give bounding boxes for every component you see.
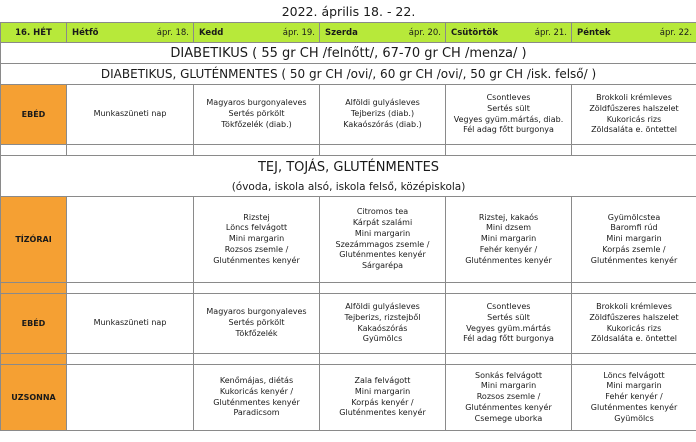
menu-item: Gluténmentes kenyér bbox=[465, 402, 552, 412]
menu-item: Gluténmentes kenyér bbox=[590, 255, 678, 265]
menu-cell bbox=[320, 197, 446, 283]
menu-item: Gyümölcs bbox=[614, 413, 654, 423]
menu-item: Mini dzsem bbox=[485, 223, 532, 233]
menu-item: Tökfőzelék bbox=[235, 328, 278, 338]
section1-title: DIABETIKUS ( 55 gr CH /felnőtt/, 67-70 gr CH /menza/ ) bbox=[1, 43, 696, 64]
menu-item: Tejberizs, rizstejből bbox=[344, 312, 421, 322]
menu-cell bbox=[320, 85, 446, 145]
menu-item: Mini margarin bbox=[228, 234, 285, 244]
menu-cell bbox=[446, 294, 572, 354]
menu-item: Zöldsaláta e. öntettel bbox=[591, 334, 677, 344]
menu-item: Csontleves bbox=[486, 93, 531, 103]
menu-item: Csontleves bbox=[486, 302, 531, 312]
menu-item: Fél adag főtt burgonya bbox=[463, 125, 554, 135]
menu-cell bbox=[194, 197, 320, 283]
day-header-mon: Hétfő ápr. 18. bbox=[72, 27, 189, 38]
menu-cell bbox=[67, 365, 194, 431]
menu-item: Kakaószórás (diab.) bbox=[343, 119, 422, 129]
lunch-row bbox=[1, 294, 696, 354]
menu-item: Fehér kenyér / bbox=[605, 392, 663, 402]
header-row bbox=[1, 23, 696, 43]
menu-item: Rozsos zsemle / bbox=[476, 392, 541, 402]
menu-cell bbox=[194, 294, 320, 354]
section1-subtitle: DIABETIKUS, GLUTÉNMENTES ( 50 gr CH /ovi/, 60 gr CH /ovi/, 50 gr CH /isk. felső/ ) bbox=[1, 64, 696, 85]
menu-item: Korpás zsemle / bbox=[602, 244, 666, 254]
menu-cell bbox=[320, 365, 446, 431]
menu-item: Sertés pörkölt bbox=[228, 318, 285, 328]
row-label-lunch-2: EBÉD bbox=[1, 294, 67, 354]
menu-item: Magyaros burgonyaleves bbox=[206, 98, 307, 108]
menu-item: Mini margarin bbox=[606, 381, 662, 391]
menu-item: Vegyes gyüm.mártás, diab. bbox=[453, 114, 564, 124]
menu-cell bbox=[446, 365, 572, 431]
menu-cell bbox=[194, 85, 320, 145]
page-title: 2022. április 18. - 22. bbox=[281, 3, 416, 19]
menu-item: Löncs felvágott bbox=[225, 223, 288, 233]
menu-item: Kukoricás kenyér / bbox=[219, 386, 294, 396]
menu-item: Rizstej, kakaós bbox=[478, 212, 539, 222]
menu-item: Gyümölcs bbox=[362, 334, 403, 344]
menu-item: Zala felvágott bbox=[354, 376, 411, 386]
menu-item: Sonkás felvágott bbox=[475, 370, 542, 380]
menu-item: Munkaszüneti nap bbox=[93, 318, 167, 328]
menu-item: Rizstej bbox=[243, 212, 270, 222]
menu-item: Fehér kenyér / bbox=[479, 244, 538, 254]
menu-item: Sárgarépa bbox=[361, 260, 404, 270]
menu-cell bbox=[446, 85, 572, 145]
menu-item: Kenőmájas, diétás bbox=[219, 376, 294, 386]
menu-item: Sertés pörkölt bbox=[228, 109, 285, 119]
week-label: 16. HÉT bbox=[1, 23, 67, 43]
menu-item: Csemege uborka bbox=[474, 413, 543, 423]
menu-item: Alföldi gulyásleves bbox=[345, 302, 420, 312]
menu-item: Tejberizs (diab.) bbox=[350, 109, 415, 119]
menu-cell bbox=[67, 197, 194, 283]
row-label-lunch: EBÉD bbox=[1, 85, 67, 145]
menu-cell bbox=[446, 197, 572, 283]
menu-item: Löncs felvágott bbox=[603, 370, 665, 380]
day-header-thu: Csütörtök ápr. 21. bbox=[451, 27, 567, 38]
menu-item: Tökfőzelék (diab.) bbox=[221, 119, 292, 129]
menu-item: Sertés sült bbox=[487, 103, 530, 113]
menu-item: Mini margarin bbox=[480, 381, 537, 391]
snack-morning-row bbox=[1, 197, 696, 283]
menu-item: Alföldi gulyásleves bbox=[345, 98, 420, 108]
menu-item: Mini margarin bbox=[606, 234, 662, 244]
menu-item: Zöldsaláta e. öntettel bbox=[591, 125, 677, 135]
menu-item: Gluténmentes kenyér bbox=[213, 255, 300, 265]
day-header-tue: Kedd ápr. 19. bbox=[199, 27, 315, 38]
menu-cell bbox=[572, 197, 696, 283]
menu-item: Paradicsom bbox=[233, 408, 280, 418]
menu-item: Brokkoli krémleves bbox=[596, 93, 672, 103]
menu-item: Kakaószórás bbox=[357, 323, 408, 333]
section2-title: TEJ, TOJÁS, GLUTÉNMENTES bbox=[1, 156, 696, 179]
menu-item: Baromfi rúd bbox=[610, 223, 658, 233]
menu-item: Mini margarin bbox=[354, 228, 411, 238]
menu-item: Rozsos zsemle / bbox=[224, 244, 289, 254]
menu-item: Korpás kenyér / bbox=[351, 397, 414, 407]
menu-cell bbox=[67, 85, 194, 145]
menu-item: Citromos tea bbox=[356, 207, 409, 217]
row-label-afternoon-snack: UZSONNA bbox=[1, 365, 67, 431]
menu-cell bbox=[67, 294, 194, 354]
menu-cell bbox=[572, 85, 696, 145]
menu-item: Vegyes gyüm.mártás bbox=[466, 323, 551, 333]
menu-item: Mini margarin bbox=[354, 386, 411, 396]
menu-item: Munkaszüneti nap bbox=[93, 109, 167, 119]
menu-item: Gluténmentes kenyér bbox=[465, 255, 552, 265]
menu-item: Kárpát szalámi bbox=[352, 218, 413, 228]
menu-item: Fél adag főtt burgonya bbox=[463, 334, 554, 344]
menu-item: Szezámmagos zsemle / bbox=[335, 239, 430, 249]
snack-afternoon-row bbox=[1, 365, 696, 431]
section2-subtitle: (óvoda, iskola alsó, iskola felső, középiskola) bbox=[1, 178, 696, 197]
menu-item: Gluténmentes kenyér bbox=[339, 408, 426, 418]
menu-item: Zöldfűszeres halszelet bbox=[589, 312, 679, 322]
menu-item: Brokkoli krémleves bbox=[596, 302, 672, 312]
menu-item: Gluténmentes kenyér bbox=[213, 397, 300, 407]
menu-cell bbox=[320, 294, 446, 354]
menu-item: Zöldfűszeres halszelet bbox=[589, 103, 679, 113]
menu-cell bbox=[194, 365, 320, 431]
menu-item: Magyaros burgonyaleves bbox=[206, 307, 307, 317]
menu-item: Gyümölcstea bbox=[607, 212, 661, 222]
menu-cell bbox=[572, 294, 696, 354]
row-label-snack: TÍZÓRAI bbox=[1, 197, 67, 283]
day-header-fri: Péntek ápr. 22. bbox=[577, 27, 693, 38]
menu-item: Gluténmentes kenyér bbox=[590, 402, 678, 412]
section1-lunch-row bbox=[1, 85, 696, 145]
menu-item: Kukoricás rizs bbox=[606, 114, 662, 124]
menu-item: Mini margarin bbox=[480, 234, 537, 244]
menu-item: Kukoricás rizs bbox=[606, 323, 662, 333]
menu-item: Sertés sült bbox=[487, 312, 530, 322]
day-header-wed: Szerda ápr. 20. bbox=[325, 27, 441, 38]
menu-item: Gluténmentes kenyér bbox=[339, 250, 426, 260]
menu-cell bbox=[572, 365, 696, 431]
